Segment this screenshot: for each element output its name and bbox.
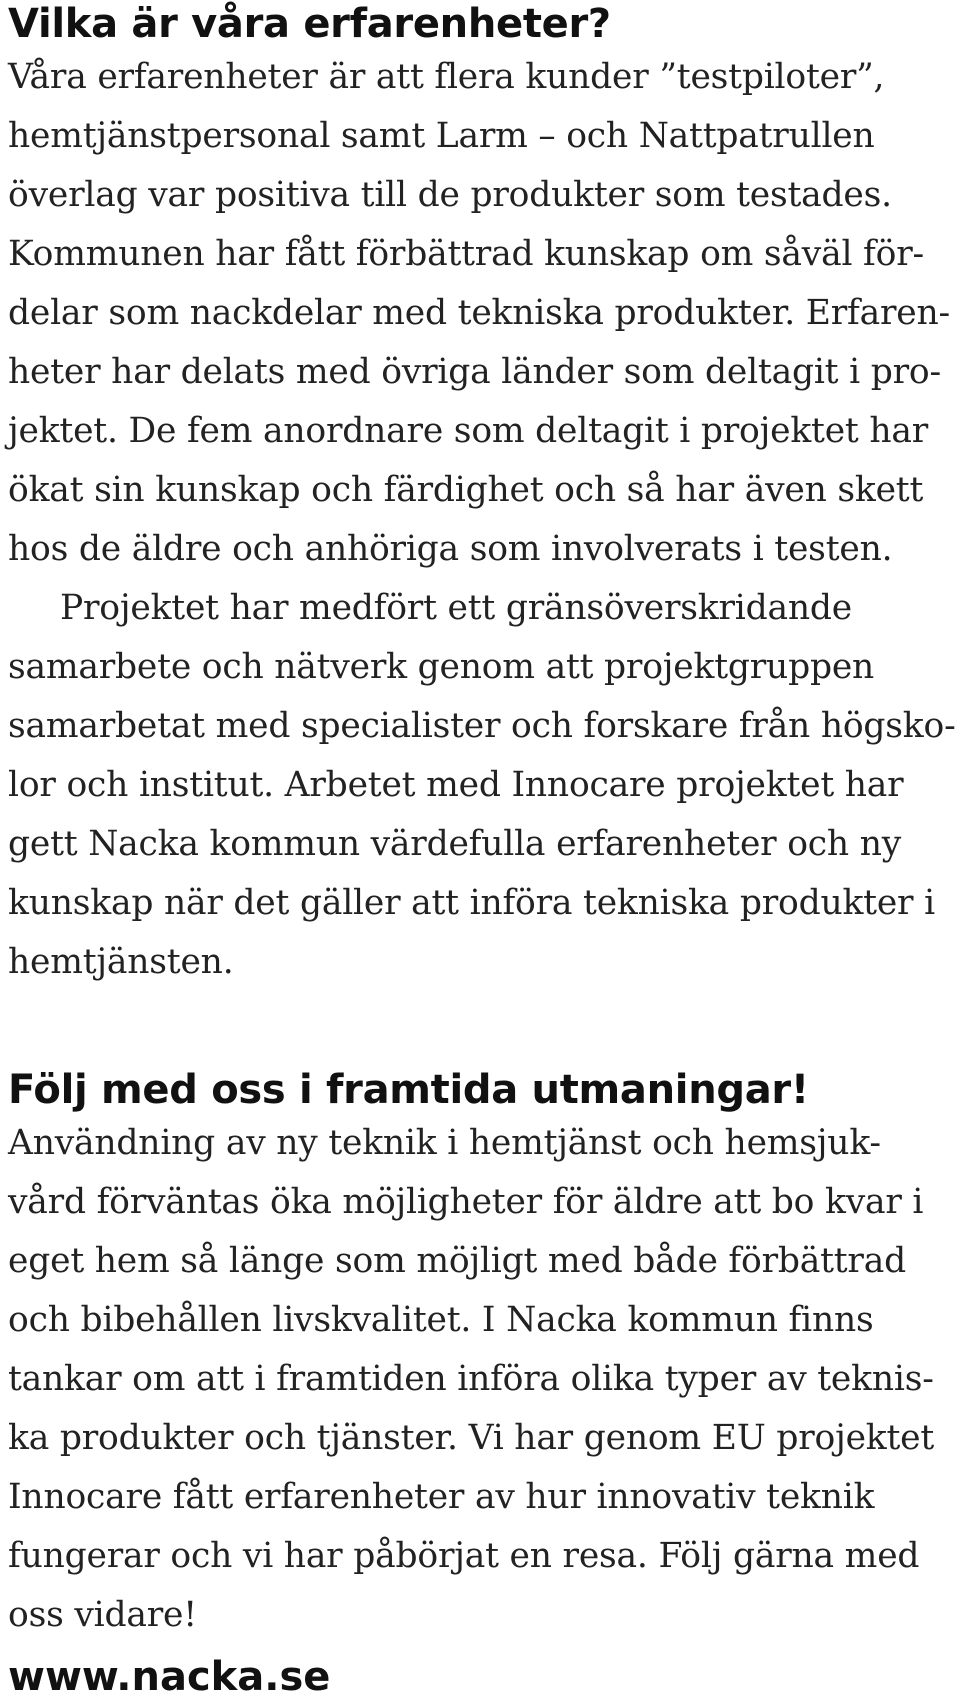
paragraph-future bbox=[8, 1114, 952, 1645]
text-line: hemtjänstpersonal samt Larm – och Nattpatrullen bbox=[8, 116, 875, 156]
paragraph-cross-border bbox=[8, 579, 956, 992]
text-line: Våra erfarenheter är att flera kunder ”testpiloter”, bbox=[8, 57, 885, 97]
text-line: ökat sin kunskap och färdighet och så har även skett bbox=[8, 470, 924, 510]
text-line: jektet. De fem anordnare som deltagit i projektet har bbox=[8, 411, 929, 451]
text-line: gett Nacka kommun värdefulla erfarenheter och ny bbox=[8, 824, 902, 864]
text-line: överlag var positiva till de produkter som testades. bbox=[8, 175, 892, 215]
text-line: hos de äldre och anhöriga som involverats i testen. bbox=[8, 529, 893, 569]
text-line: tankar om att i framtiden införa olika typer av teknis- bbox=[8, 1359, 934, 1399]
text-line: vård förväntas öka möjligheter för äldre att bo kvar i bbox=[8, 1182, 924, 1222]
text-line: eget hem så länge som möjligt med både förbättrad bbox=[8, 1241, 906, 1281]
text-line: och bibehållen livskvalitet. I Nacka kommun finns bbox=[8, 1300, 874, 1340]
text-line: lor och institut. Arbetet med Innocare projektet har bbox=[8, 765, 904, 805]
text-line: hemtjänsten. bbox=[8, 942, 234, 982]
text-line: samarbetat med specialister och forskare från högsko- bbox=[8, 706, 956, 746]
section-heading-experiences: Vilka är våra erfarenheter? bbox=[8, 1, 611, 47]
text-line: Kommunen har fått förbättrad kunskap om såväl för- bbox=[8, 234, 924, 274]
text-line: samarbete och nätverk genom att projektgruppen bbox=[8, 647, 875, 687]
text-line: delar som nackdelar med tekniska produkter. Erfaren- bbox=[8, 293, 950, 333]
text-line: fungerar och vi har påbörjat en resa. Följ gärna med bbox=[8, 1536, 920, 1576]
website-link[interactable]: www.nacka.se bbox=[8, 1654, 331, 1700]
text-line: oss vidare! bbox=[8, 1595, 197, 1635]
document-page bbox=[8, 0, 956, 1701]
text-line: ka produkter och tjänster. Vi har genom EU projektet bbox=[8, 1418, 935, 1458]
section-heading-future: Följ med oss i framtida utmaningar! bbox=[8, 1067, 809, 1113]
text-line: kunskap när det gäller att införa tekniska produkter i bbox=[8, 883, 935, 923]
text-line: Projektet har medfört ett gränsöverskridande bbox=[60, 588, 852, 628]
paragraph-experiences bbox=[8, 48, 952, 579]
text-line: Innocare fått erfarenheter av hur innovativ teknik bbox=[8, 1477, 875, 1517]
text-line: heter har delats med övriga länder som deltagit i pro- bbox=[8, 352, 941, 392]
text-line: Användning av ny teknik i hemtjänst och hemsjuk- bbox=[8, 1123, 881, 1163]
